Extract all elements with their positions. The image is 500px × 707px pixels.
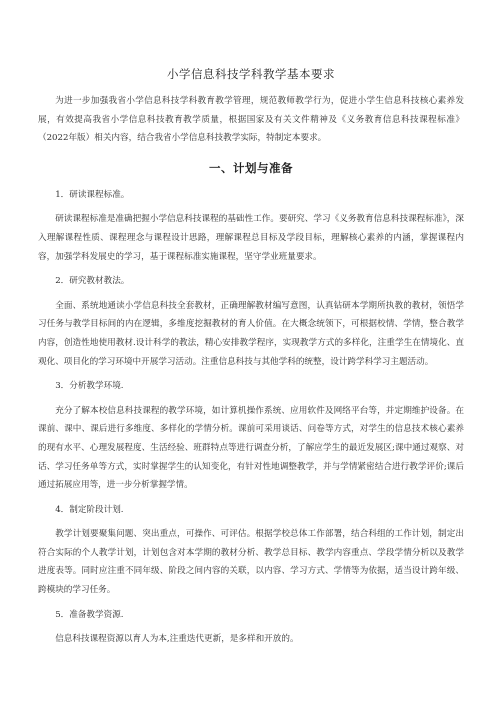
intro-paragraph: 为进一步加强我省小学信息科技学科教育教学管理，规范教师教学行为，促进小学生信息科技核心素养发展，有效提高我省小学信息科技教育教学质量，根据国家及有关文件精神及《义务教育信息科技课程标准》（2022年版）相关内容，结合我省小学信息科技教学实际，特制定本要求。	[38, 96, 464, 144]
item-heading: 4．制定阶段计划.	[55, 504, 124, 515]
item-body: 全面、系统地通读小学信息科技全套教材，正确理解教材编写意图，认真钻研本学期所执教的教材，领悟学习任务与教学目标间的内在逻辑，多维度挖掘教材的育人价值。在大概念统领下，可根据校情、学情，整合教学内容，创造性地使用教材.设计科学的教法，精心安排教学程序，实现教学方式的多样化，注重学生在情境化、直观化、项目化的学习环境中开展学习活动。注重信息科技与其他学科的统整，设计跨学科学习主题活动。	[38, 300, 464, 367]
section-heading: 一、计划与准备	[209, 160, 293, 175]
item-heading: 5．准备教学资源.	[55, 609, 124, 620]
item-heading: 2．研究教材教法。	[55, 276, 130, 287]
item-body: 充分了解本校信息科技课程的教学环境，如计算机操作系统、应用软件及网络平台等，并定期维护设备。在课前、课中、课后进行多维度、多样化的学情分析。课前可采用谈话、问卷等方式，对学生的信息技术核心素养的现有水平、心理发展程度、生活经验、班群特点等进行调查分析，了解应学生的最近发展区;课中通过观察、对话、学习任务单等方式，实时掌握学生的认知变化，有针对性地调整教学，并与学情紧密结合进行教学评价;课后通过拓展应用等，进一步分析掌握学情。	[38, 405, 464, 491]
item-body: 信息科技课程资源以育人为本,注重迭代更新，是多样和开放的。	[55, 634, 299, 645]
item-2	[38, 272, 464, 371]
item-5	[38, 606, 464, 649]
item-3	[38, 377, 464, 495]
item-4	[38, 501, 464, 600]
item-body: 研读课程标准是准确把握小学信息科技课程的基础性工作。要研究、学习《义务教育信息科技课程标准》，深入理解课程性质、课程理念与课程设计思路，理解课程总目标及学段目标，理解核心素养的内涵，掌握课程内容，加强学科发展史的学习，基于课程标准实施课程，坚守学业班量要求。	[38, 214, 464, 262]
document-title: 小学信息科技学科教学基本要求	[167, 67, 335, 81]
item-heading: 1．研读课程标准。	[55, 189, 130, 200]
item-heading: 3．分析教学环境.	[55, 381, 124, 392]
item-1	[38, 186, 464, 266]
item-body: 教学计划要聚集问题、突出重点，可操作、可评估。根据学校总体工作部署，结合科组的工作计划，制定出符合实际的个人教学计划，计划包含对本学期的教材分析、教学总目标、教学内容重点、学段学情分析以及教学进度表等。同时应注重不同年级、阶段之间内容的关联，以内容、学习方式、学情等为依据，适当设计跨年级、跨模块的学习任务。	[38, 529, 464, 596]
